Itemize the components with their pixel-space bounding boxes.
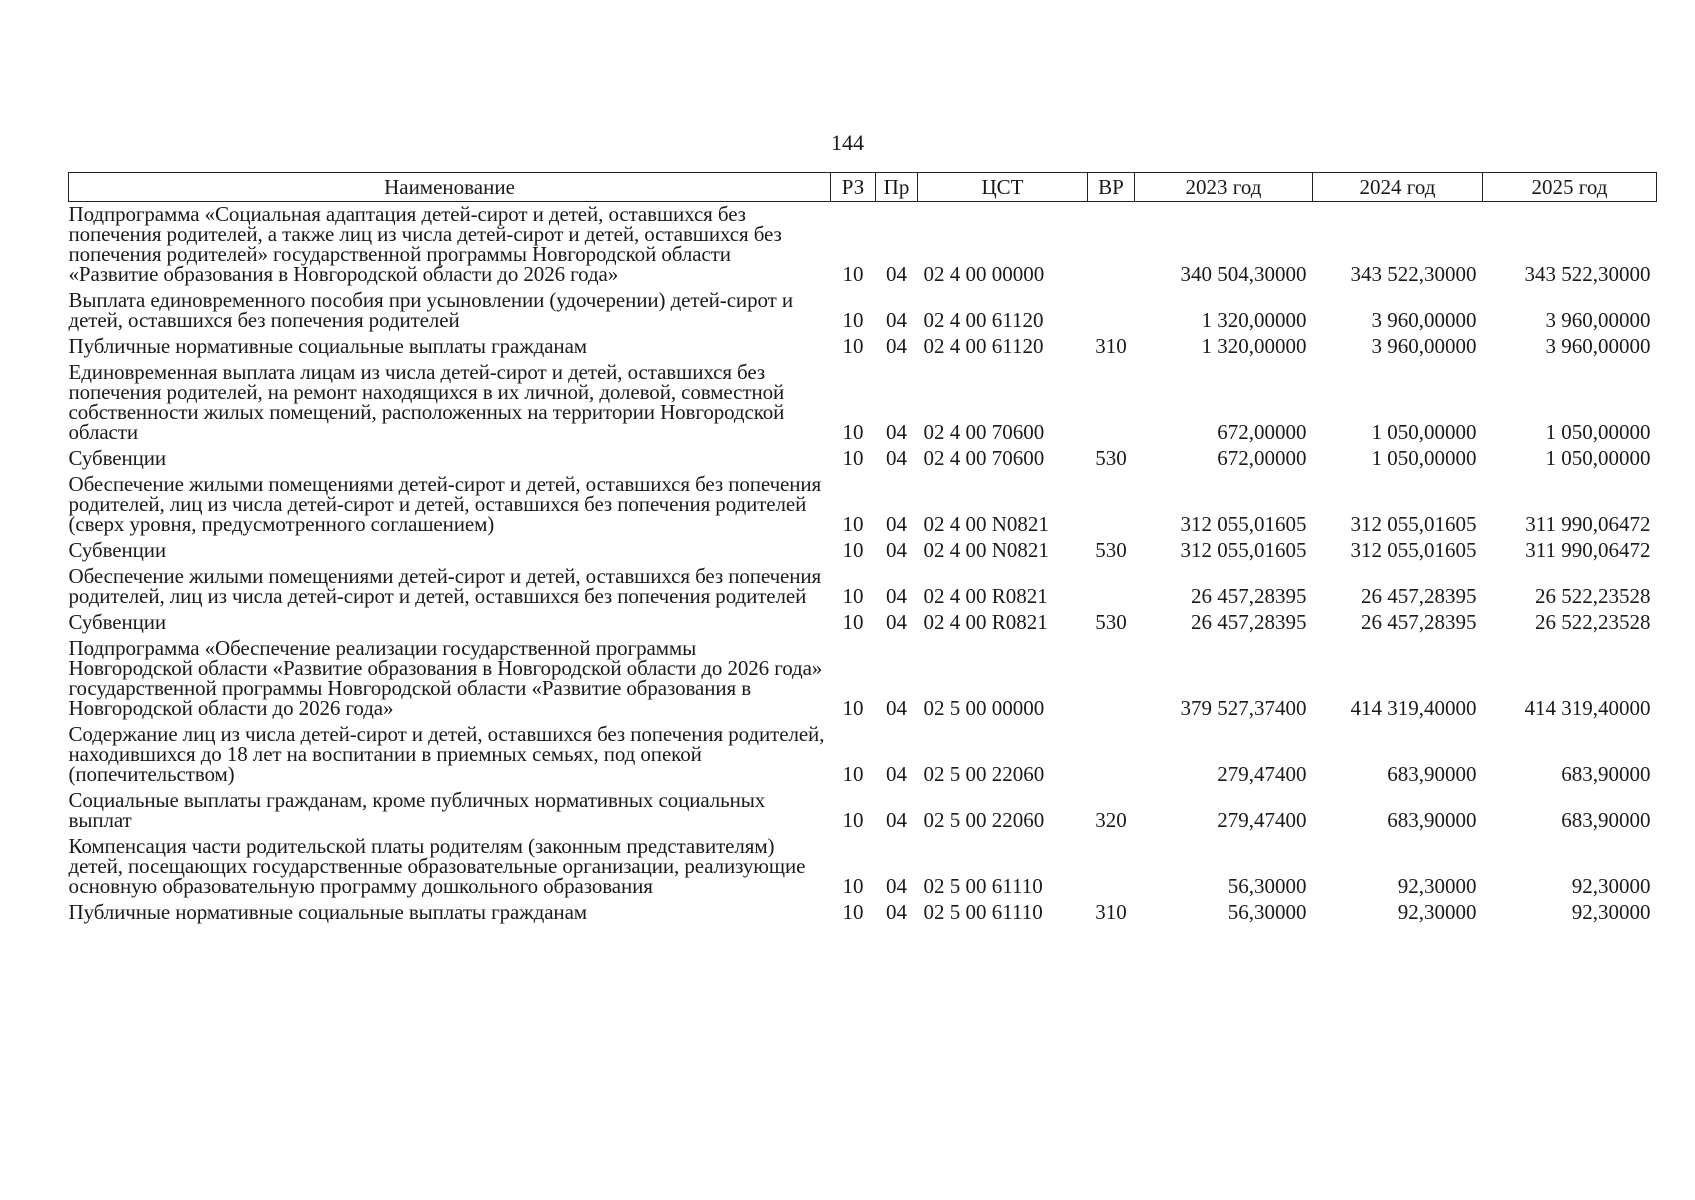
cell-rz: 10 — [842, 420, 864, 444]
cell-cst: 02 4 00 70600 — [923, 446, 1045, 470]
cell-vr — [1088, 360, 1135, 446]
cell-2025: 683,90000 — [1561, 808, 1651, 832]
cell-cst: 02 4 00 R0821 — [923, 610, 1048, 634]
table-body — [69, 202, 1657, 927]
cell-vr: 530 — [1095, 538, 1127, 562]
cell-name: Содержание лиц из числа детей-сирот и детей, оставшихся без попечения родителей, находившихся до 18 лет на воспитании в приемных семьях, под опекой (попечительством) — [68, 722, 825, 786]
cell-cst: 02 4 00 61120 — [923, 308, 1044, 332]
cell-vr — [1088, 722, 1135, 788]
cell-vr: 320 — [1095, 808, 1127, 832]
header-vr: ВР — [1088, 173, 1135, 202]
cell-pr: 04 — [886, 512, 907, 536]
cell-2023: 672,00000 — [1217, 420, 1307, 444]
cell-2024: 343 522,30000 — [1350, 262, 1477, 286]
table-row — [69, 636, 1657, 722]
table-row — [69, 722, 1657, 788]
table-header-row — [69, 173, 1657, 202]
table-row — [69, 564, 1657, 610]
cell-rz: 10 — [842, 610, 864, 634]
cell-name: Обеспечение жилыми помещениями детей-сирот и детей, оставшихся без попечения родителей, лиц из числа детей-сирот и детей, оставшихся без попечения родителей — [68, 564, 822, 608]
cell-2025: 26 522,23528 — [1535, 610, 1651, 634]
cell-2025: 1 050,00000 — [1545, 420, 1651, 444]
cell-2024: 92,30000 — [1397, 900, 1477, 924]
cell-pr: 04 — [886, 762, 907, 786]
cell-vr — [1088, 564, 1135, 610]
cell-2024: 26 457,28395 — [1361, 610, 1477, 634]
header-rz: РЗ — [831, 173, 876, 202]
cell-2024: 3 960,00000 — [1371, 308, 1477, 332]
cell-name: Обеспечение жилыми помещениями детей-сирот и детей, оставшихся без попечения родителей, лиц из числа детей-сирот и детей, оставшихся без попечения родителей (сверх уровня, предусмотренного соглашением) — [68, 472, 822, 536]
cell-rz: 10 — [842, 696, 864, 720]
cell-2024: 26 457,28395 — [1361, 584, 1477, 608]
cell-2025: 92,30000 — [1571, 900, 1651, 924]
cell-cst: 02 5 00 61110 — [923, 900, 1043, 924]
cell-vr — [1088, 202, 1135, 289]
cell-cst: 02 4 00 N0821 — [923, 512, 1049, 536]
cell-2025: 92,30000 — [1571, 874, 1651, 898]
cell-2024: 683,90000 — [1387, 808, 1477, 832]
cell-rz: 10 — [842, 808, 864, 832]
cell-2023: 279,47400 — [1217, 808, 1307, 832]
cell-vr — [1088, 472, 1135, 538]
cell-2023: 1 320,00000 — [1201, 308, 1307, 332]
cell-cst: 02 5 00 22060 — [923, 808, 1045, 832]
cell-rz: 10 — [842, 262, 864, 286]
cell-cst: 02 4 00 R0821 — [923, 584, 1048, 608]
cell-vr: 530 — [1095, 610, 1127, 634]
cell-rz: 10 — [842, 900, 864, 924]
table-row — [69, 334, 1657, 360]
cell-vr: 310 — [1095, 334, 1127, 358]
cell-name: Субвенции — [68, 610, 167, 634]
cell-name: Подпрограмма «Обеспечение реализации государственной программы Новгородской области «Развитие образования в Новгородской области до 2026 года» государственной программы Новгородской области «Развитие образования в Новгородской области до 2026 года» — [68, 636, 823, 720]
table-row — [69, 610, 1657, 636]
cell-cst: 02 4 00 00000 — [923, 262, 1045, 286]
cell-pr: 04 — [886, 334, 907, 358]
cell-pr: 04 — [886, 900, 907, 924]
cell-2023: 56,30000 — [1227, 900, 1307, 924]
cell-2023: 26 457,28395 — [1191, 584, 1307, 608]
cell-rz: 10 — [842, 584, 864, 608]
cell-2025: 311 990,06472 — [1525, 538, 1651, 562]
cell-name: Социальные выплаты гражданам, кроме публичных нормативных социальных выплат — [68, 788, 766, 832]
cell-cst: 02 5 00 00000 — [923, 696, 1045, 720]
cell-2023: 672,00000 — [1217, 446, 1307, 470]
cell-2023: 56,30000 — [1227, 874, 1307, 898]
cell-pr: 04 — [886, 696, 907, 720]
cell-pr: 04 — [886, 874, 907, 898]
cell-rz: 10 — [842, 446, 864, 470]
cell-rz: 10 — [842, 308, 864, 332]
page-number: 144 — [831, 130, 864, 155]
table-row — [69, 788, 1657, 834]
cell-2023: 279,47400 — [1217, 762, 1307, 786]
cell-name: Публичные нормативные социальные выплаты гражданам — [68, 900, 587, 924]
cell-vr: 310 — [1095, 900, 1127, 924]
header-pr: Пр — [876, 173, 918, 202]
cell-2025: 1 050,00000 — [1545, 446, 1651, 470]
cell-2025: 26 522,23528 — [1535, 584, 1651, 608]
cell-2023: 379 527,37400 — [1180, 696, 1307, 720]
cell-cst: 02 4 00 70600 — [923, 420, 1045, 444]
header-name: Наименование — [69, 173, 831, 202]
cell-name: Выплата единовременного пособия при усыновлении (удочерении) детей-сирот и детей, оставшихся без попечения родителей — [68, 288, 793, 332]
cell-rz: 10 — [842, 334, 864, 358]
table-row — [69, 834, 1657, 900]
cell-name: Субвенции — [68, 446, 167, 470]
cell-2023: 1 320,00000 — [1201, 334, 1307, 358]
cell-rz: 10 — [842, 538, 864, 562]
cell-2024: 414 319,40000 — [1350, 696, 1477, 720]
cell-2024: 1 050,00000 — [1371, 420, 1477, 444]
cell-2024: 92,30000 — [1397, 874, 1477, 898]
cell-pr: 04 — [886, 584, 907, 608]
cell-cst: 02 5 00 22060 — [923, 762, 1045, 786]
header-2025: 2025 год — [1483, 173, 1657, 202]
cell-2024: 312 055,01605 — [1350, 538, 1477, 562]
cell-vr: 530 — [1095, 446, 1127, 470]
cell-2025: 414 319,40000 — [1524, 696, 1651, 720]
cell-name: Компенсация части родительской платы родителям (законным представителям) детей, посещающих государственные образовательные организации, реализующие основную образовательную программу дошкольного образования — [68, 834, 806, 898]
cell-name: Публичные нормативные социальные выплаты гражданам — [68, 334, 587, 358]
cell-rz: 10 — [842, 874, 864, 898]
cell-vr — [1088, 834, 1135, 900]
cell-pr: 04 — [886, 446, 907, 470]
header-2024: 2024 год — [1313, 173, 1483, 202]
cell-pr: 04 — [886, 538, 907, 562]
cell-pr: 04 — [886, 262, 907, 286]
cell-rz: 10 — [842, 512, 864, 536]
cell-vr — [1088, 288, 1135, 334]
header-cst: ЦСТ — [918, 173, 1088, 202]
cell-2025: 343 522,30000 — [1524, 262, 1651, 286]
table-row — [69, 288, 1657, 334]
table-row — [69, 446, 1657, 472]
cell-cst: 02 4 00 N0821 — [923, 538, 1049, 562]
cell-name: Единовременная выплата лицам из числа детей-сирот и детей, оставшихся без попечения родителей, на ремонт находящихся в их личной, долевой, совместной собственности жилых помещений, расположенных на территории Новгородской области — [68, 360, 785, 444]
table-row — [69, 360, 1657, 446]
header-2023: 2023 год — [1135, 173, 1313, 202]
cell-pr: 04 — [886, 808, 907, 832]
cell-name: Подпрограмма «Социальная адаптация детей-сирот и детей, оставшихся без попечения родителей, а также лиц из числа детей-сирот и детей, оставшихся без попечения родителей» государственной программы Новгородской области «Развитие образования в Новгородской области до 2026 года» — [68, 202, 782, 286]
cell-2023: 312 055,01605 — [1180, 512, 1307, 536]
budget-table — [68, 172, 1657, 926]
cell-2023: 340 504,30000 — [1180, 262, 1307, 286]
cell-name: Субвенции — [68, 538, 167, 562]
table-row — [69, 472, 1657, 538]
cell-2024: 1 050,00000 — [1371, 446, 1477, 470]
cell-cst: 02 5 00 61110 — [923, 874, 1043, 898]
cell-2023: 26 457,28395 — [1191, 610, 1307, 634]
cell-2023: 312 055,01605 — [1180, 538, 1307, 562]
table-row — [69, 900, 1657, 926]
cell-2024: 3 960,00000 — [1371, 334, 1477, 358]
table-row — [69, 202, 1657, 289]
cell-pr: 04 — [886, 610, 907, 634]
cell-2024: 312 055,01605 — [1350, 512, 1477, 536]
cell-2025: 3 960,00000 — [1545, 308, 1651, 332]
cell-pr: 04 — [886, 420, 907, 444]
cell-2025: 311 990,06472 — [1525, 512, 1651, 536]
cell-2024: 683,90000 — [1387, 762, 1477, 786]
table-row — [69, 538, 1657, 564]
cell-cst: 02 4 00 61120 — [923, 334, 1044, 358]
cell-2025: 3 960,00000 — [1545, 334, 1651, 358]
cell-2025: 683,90000 — [1561, 762, 1651, 786]
cell-vr — [1088, 636, 1135, 722]
cell-pr: 04 — [886, 308, 907, 332]
cell-rz: 10 — [842, 762, 864, 786]
